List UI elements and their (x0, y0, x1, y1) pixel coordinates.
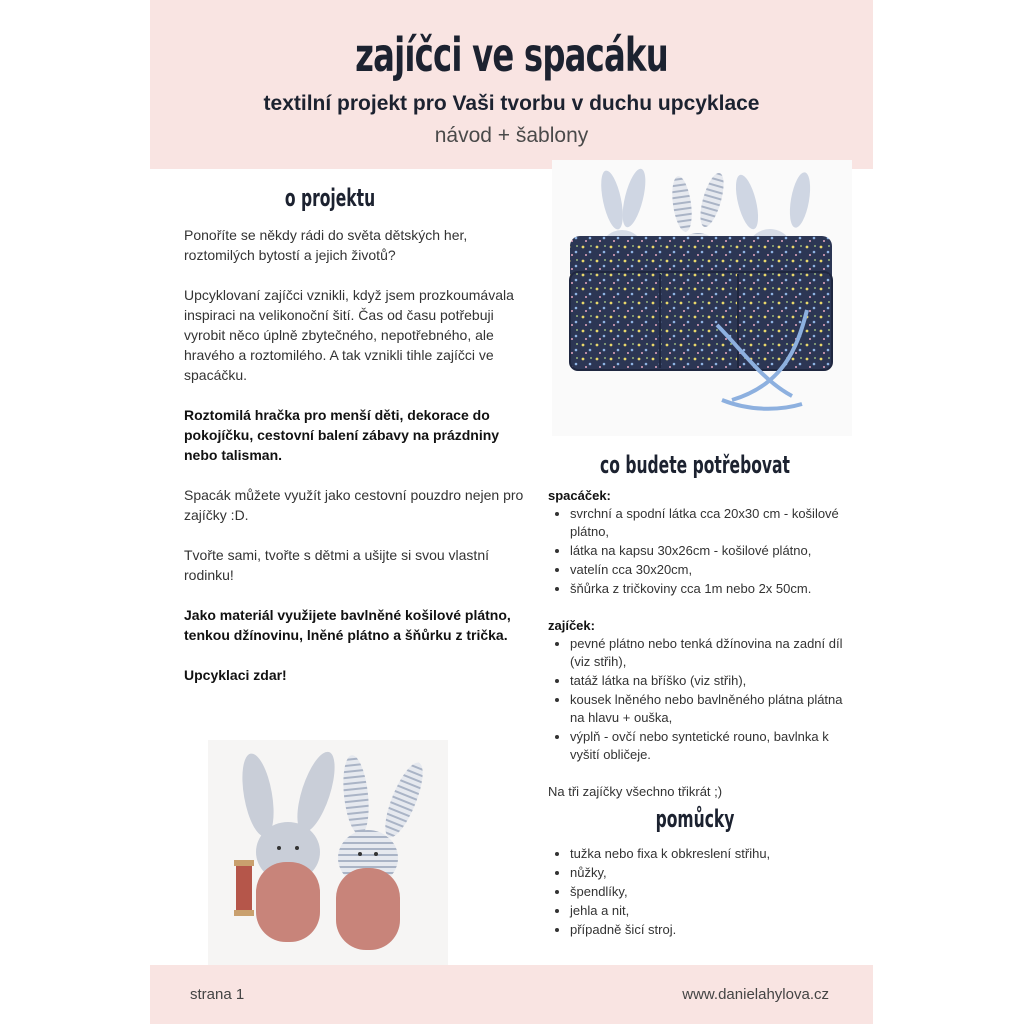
about-paragraph: Tvořte sami, tvořte s dětmi a ušijte si svou vlastní rodinku! (184, 547, 489, 583)
sleeping-bag-photo (552, 160, 852, 436)
list-item: • tužka nebo fixa k obkreslení střihu, (570, 845, 848, 863)
about-text (184, 225, 524, 705)
about-paragraph: Spacák můžete využít jako cestovní pouzdro nejen pro zajíčky :D. (184, 487, 524, 523)
needs-list (548, 487, 848, 801)
bunnies-photo (208, 740, 448, 965)
sleeping-bag-label: spacáček: (548, 488, 611, 503)
about-paragraph-bold: Upcyklaci zdar! (184, 667, 287, 683)
tools-list (548, 845, 848, 940)
document-page (150, 0, 873, 1024)
list-item: • případně šicí stroj. (570, 921, 848, 939)
about-paragraph-bold: Jako materiál využijete bavlněné košilové plátno, tenkou džínovinu, lněné plátno a šňůrku z trička. (184, 607, 511, 643)
list-item: • špendlíky, (570, 883, 848, 901)
tools-items (548, 845, 848, 939)
page-title: zajíčci ve spacáku (355, 28, 668, 82)
list-item: • pevné plátno nebo tenká džínovina na zadní díl (viz střih), (570, 635, 848, 671)
about-paragraph: Upcyklovaní zajíčci vznikli, když jsem prozkoumávala inspiraci na velikonoční šití. Čas od času potřebuji vyrobit něco úplně zbytečného, nepotřebného, ale hravého a roztomilého. A tak vznikli tihle zajíčci ve spacáčku. (184, 287, 514, 383)
page-subtitle-secondary: návod + šablony (434, 124, 589, 147)
bunny-label: zajíček: (548, 618, 595, 633)
about-heading: o projektu (284, 184, 376, 212)
about-paragraph: Ponoříte se někdy rádi do světa dětských her, roztomilých bytostí a jejich životů? (184, 227, 468, 263)
list-item: • nůžky, (570, 864, 848, 882)
materials-note: Na tři zajíčky všechno třikrát ;) (548, 784, 723, 799)
page-number: strana 1 (190, 986, 245, 1003)
needs-heading: co budete potřebovat (600, 451, 790, 479)
list-item: • tatáž látka na bříško (viz střih), (570, 672, 848, 690)
about-paragraph-bold: Roztomilá hračka pro menší děti, dekorace do pokojíčku, cestovní balení zábavy na prázdniny nebo talisman. (184, 407, 500, 463)
page-subtitle: textilní projekt pro Vaši tvorbu v duchu upcyklace (263, 92, 760, 115)
bunnies-illustration (208, 740, 448, 965)
sleeping-bag-illustration (552, 160, 852, 436)
header-band (150, 0, 873, 169)
sleeping-bag-materials (548, 505, 848, 598)
list-item: • vatelín cca 30x20cm, (570, 561, 848, 579)
list-item: • látka na kapsu 30x26cm - košilové plátno, (570, 542, 848, 560)
list-item: • výplň - ovčí nebo syntetické rouno, bavlnka k vyšití obličeje. (570, 728, 848, 764)
bunny-materials (548, 635, 848, 764)
list-item: • jehla a nit, (570, 902, 848, 920)
list-item: • svrchní a spodní látka cca 20x30 cm - košilové plátno, (570, 505, 848, 541)
tools-heading: pomůcky (655, 805, 735, 833)
list-item: • kousek lněného nebo bavlněného plátna plátna na hlavu + ouška, (570, 691, 848, 727)
website-link[interactable]: www.danielahylova.cz (682, 986, 829, 1003)
list-item: • šňůrka z tričkoviny cca 1m nebo 2x 50cm. (570, 580, 848, 598)
